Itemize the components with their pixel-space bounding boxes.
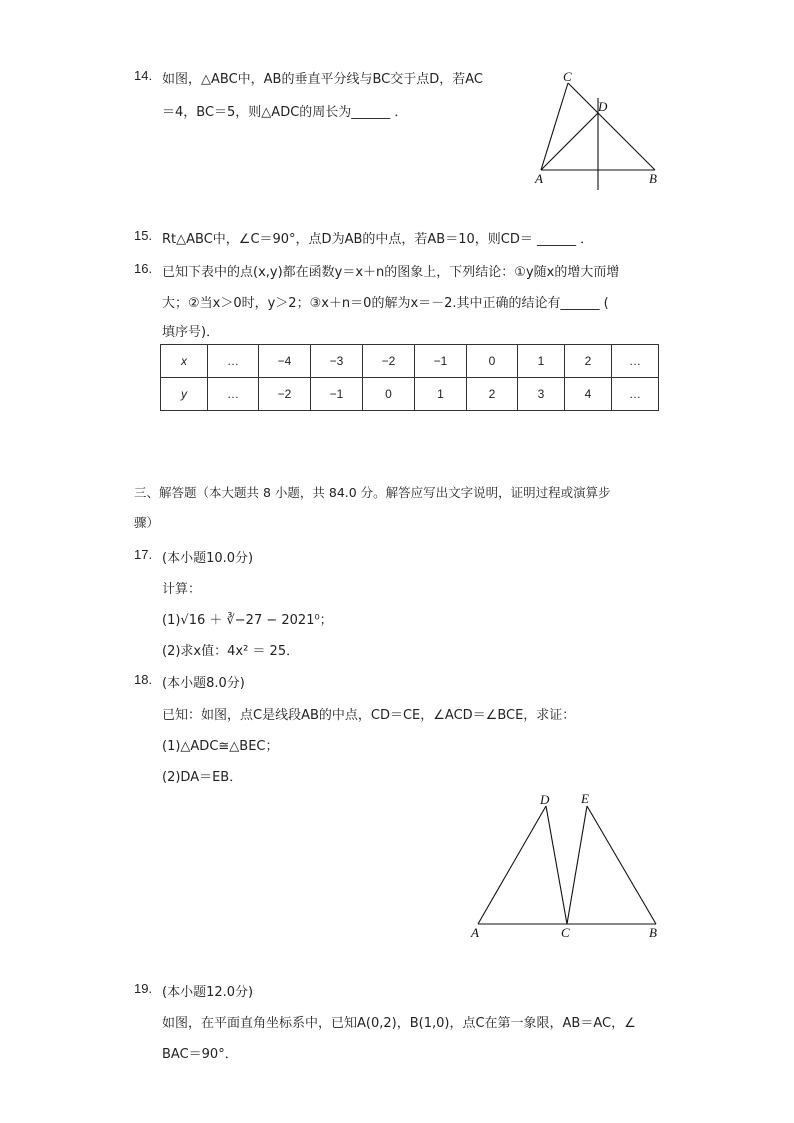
table-cell: 2 [467, 378, 518, 411]
table-cell: x [161, 345, 208, 378]
q14-number: 14. [134, 68, 153, 83]
q18-triangles-figure [466, 788, 666, 943]
table-cell: … [612, 345, 659, 378]
q16-text-line3: 填序号)． [162, 325, 220, 340]
table-cell: −2 [259, 378, 311, 411]
label-c: C [563, 69, 572, 84]
segment-cb [568, 83, 655, 170]
label-d: D [540, 792, 550, 807]
q14-triangle-figure [528, 62, 668, 190]
q17-number: 17. [134, 547, 153, 562]
q19-score: (本小题12.0分) [162, 985, 254, 1000]
segment-eb [587, 806, 656, 924]
q17-intro: 计算： [162, 582, 202, 597]
label-a: A [535, 171, 543, 186]
table-cell: y [161, 378, 208, 411]
q17-score: (本小题10.0分) [162, 551, 254, 566]
segment-dc [546, 806, 567, 924]
q18-part1: (1)△ADC≅△BEC； [162, 739, 279, 754]
table-cell: 0 [363, 378, 415, 411]
table-cell: 1 [415, 378, 467, 411]
q18-number: 18. [134, 672, 153, 687]
q16-value-table [160, 344, 659, 411]
label-c: C [561, 925, 570, 940]
q18-score: (本小题8.0分) [162, 676, 245, 691]
table-row-y [161, 378, 659, 411]
q15-number: 15. [134, 228, 153, 243]
q15-text: Rt△ABC中，∠C＝90°，点D为AB的中点，若AB＝10，则CD＝ ______ ． [162, 232, 594, 247]
q16-number: 16. [134, 261, 153, 276]
table-cell: −1 [415, 345, 467, 378]
table-cell: 3 [518, 378, 565, 411]
table-cell: −3 [311, 345, 363, 378]
q19-number: 19. [134, 981, 153, 996]
label-b: B [649, 925, 657, 940]
table-cell: −2 [363, 345, 415, 378]
table-cell: … [208, 345, 259, 378]
segment-ad [478, 806, 546, 924]
label-d: D [598, 99, 608, 114]
segment-ce [567, 806, 587, 924]
label-e: E [581, 791, 589, 806]
q17-part1: (1)√16 ＋ ∛−27 − 2021⁰； [162, 613, 333, 628]
section-heading-line2: 骤） [134, 515, 160, 530]
table-cell: 2 [565, 345, 612, 378]
q14-text-line2: ＝4，BC＝5，则△ADC的周长为______ ． [162, 105, 408, 120]
table-cell: … [208, 378, 259, 411]
q19-text-line1: 如图，在平面直角坐标系中，已知A(0,2)，B(1,0)，点C在第一象限，AB＝AC，∠ [162, 1016, 636, 1031]
q18-part2: (2)DA＝EB． [162, 770, 243, 785]
table-cell: 1 [518, 345, 565, 378]
label-a: A [471, 925, 479, 940]
table-cell: 4 [565, 378, 612, 411]
table-cell: 0 [467, 345, 518, 378]
q18-given: 已知：如图，点C是线段AB的中点，CD＝CE，∠ACD＝∠BCE，求证： [162, 708, 576, 723]
q14-text-line1: 如图，△ABC中，AB的垂直平分线与BC交于点D，若AC [162, 72, 483, 87]
table-cell: −1 [311, 378, 363, 411]
q16-text-line1: 已知下表中的点(x,y)都在函数y＝x＋n的图象上，下列结论：①y随x的增大而增 [162, 265, 620, 280]
table-cell: −4 [259, 345, 311, 378]
section-heading-line1: 三、解答题（本大题共 8 小题，共 84.0 分。解答应写出文字说明，证明过程或演算步 [134, 485, 611, 500]
q16-text-line2: 大；②当x＞0时，y＞2；③x＋n＝0的解为x＝－2.其中正确的结论有______ ( [162, 296, 609, 311]
q19-text-line2: BAC＝90°． [162, 1047, 238, 1062]
table-cell: … [612, 378, 659, 411]
table-row-x [161, 345, 659, 378]
q17-part2: (2)求x值：4x² ＝ 25． [162, 644, 300, 659]
label-b: B [649, 171, 657, 186]
